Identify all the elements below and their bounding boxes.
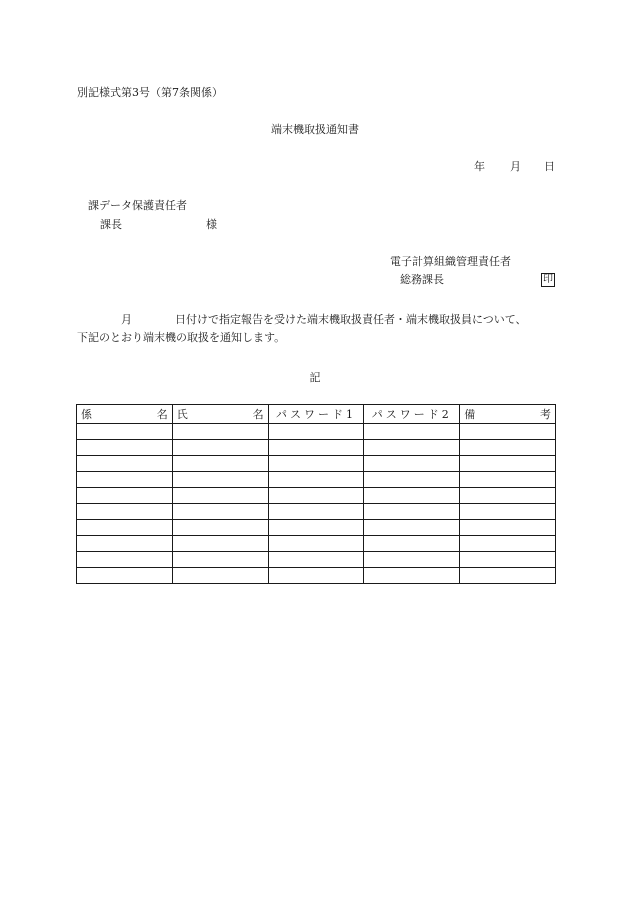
table-cell — [268, 472, 364, 488]
sender-role: 電子計算組織管理責任者 — [390, 255, 511, 268]
table-cell — [268, 568, 364, 584]
document-title: 端末機取扱通知書 — [271, 123, 359, 136]
recipient-title: 課長 — [100, 218, 122, 231]
table-cell — [172, 424, 268, 440]
table-row — [77, 456, 556, 472]
ki-heading: 記 — [309, 371, 321, 384]
table-cell — [172, 552, 268, 568]
table-cell — [268, 552, 364, 568]
table-cell — [460, 568, 556, 584]
date-month-label: 月 — [510, 160, 521, 173]
table-cell — [364, 520, 460, 536]
table-cell — [268, 536, 364, 552]
header-section-name: 係 名 — [77, 405, 173, 424]
assignment-table — [76, 404, 556, 584]
table-row — [77, 552, 556, 568]
table-cell — [364, 536, 460, 552]
table-row — [77, 536, 556, 552]
table-cell — [77, 520, 173, 536]
table-cell — [364, 488, 460, 504]
table-cell — [77, 424, 173, 440]
table-row — [77, 520, 556, 536]
table-cell — [172, 504, 268, 520]
table-cell — [268, 488, 364, 504]
table-cell — [77, 456, 173, 472]
table-cell — [460, 536, 556, 552]
table-cell — [172, 520, 268, 536]
table-cell — [460, 552, 556, 568]
body-month-label: 月 — [121, 313, 132, 326]
sender-title: 総務課長 — [400, 273, 444, 286]
table-row — [77, 424, 556, 440]
table-cell — [172, 568, 268, 584]
date-day-label: 日 — [544, 160, 555, 173]
table-row — [77, 472, 556, 488]
table-cell — [172, 456, 268, 472]
seal-mark: 印 — [543, 274, 553, 285]
table-cell — [460, 424, 556, 440]
table-cell — [364, 424, 460, 440]
header-password-2: パスワード2 — [364, 405, 460, 424]
table-cell — [77, 472, 173, 488]
header-password-1: パスワード1 — [268, 405, 364, 424]
table-cell — [364, 568, 460, 584]
table-cell — [172, 536, 268, 552]
table-cell — [364, 456, 460, 472]
table-cell — [460, 488, 556, 504]
table-cell — [364, 440, 460, 456]
table-cell — [172, 440, 268, 456]
header-remarks: 備 考 — [460, 405, 556, 424]
table-cell — [460, 504, 556, 520]
recipient-department: 課データ保護責任者 — [88, 199, 187, 212]
table-cell — [268, 456, 364, 472]
recipient-honorific: 様 — [206, 218, 217, 231]
date-year-label: 年 — [474, 160, 485, 173]
table-cell — [77, 552, 173, 568]
header-person-name: 氏 名 — [172, 405, 268, 424]
body-line-1: 日付けで指定報告を受けた端末機取扱責任者・端末機取扱員について、 — [175, 313, 527, 326]
table-cell — [77, 440, 173, 456]
table-cell — [268, 520, 364, 536]
table-cell — [460, 440, 556, 456]
table-cell — [364, 504, 460, 520]
table-cell — [364, 552, 460, 568]
table-row — [77, 568, 556, 584]
table-cell — [172, 472, 268, 488]
table-cell — [77, 488, 173, 504]
table-row — [77, 504, 556, 520]
table-cell — [460, 456, 556, 472]
table-header-row — [77, 405, 556, 424]
table-cell — [77, 504, 173, 520]
table-cell — [460, 520, 556, 536]
table-cell — [268, 424, 364, 440]
form-reference: 別記様式第3号（第7条関係） — [77, 86, 223, 99]
table-cell — [268, 440, 364, 456]
body-line-2: 下記のとおり端末機の取扱を通知します。 — [77, 331, 286, 344]
table-cell — [364, 472, 460, 488]
table-cell — [172, 488, 268, 504]
table-cell — [77, 568, 173, 584]
table-row — [77, 488, 556, 504]
table-row — [77, 440, 556, 456]
table-cell — [268, 504, 364, 520]
table-cell — [460, 472, 556, 488]
table-cell — [77, 536, 173, 552]
